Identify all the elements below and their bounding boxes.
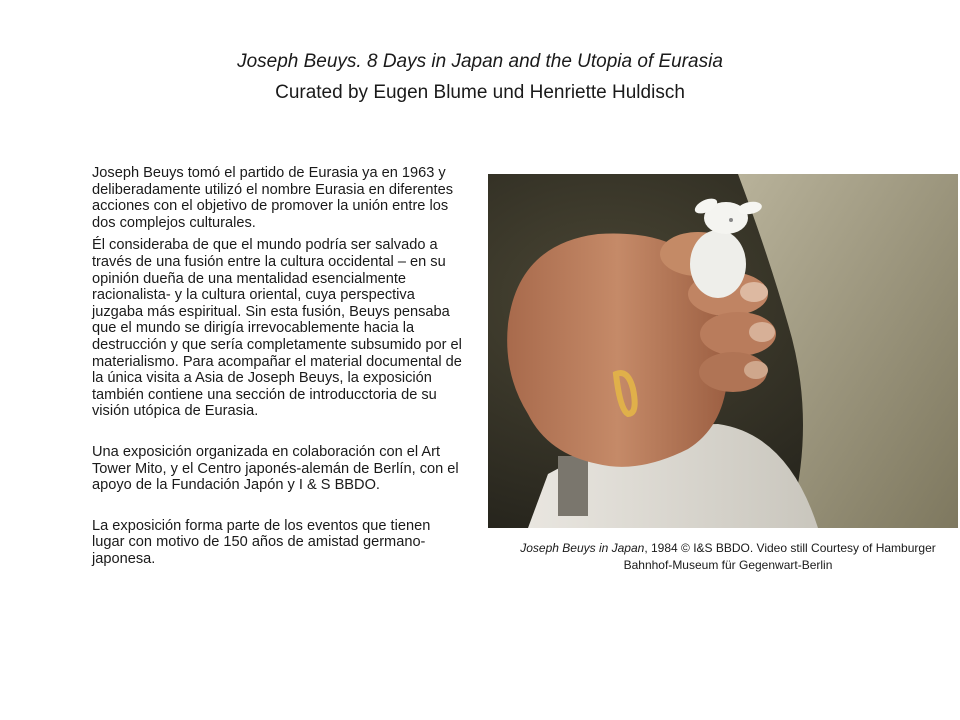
page-title: Joseph Beuys. 8 Days in Japan and the Utopia of Eurasia — [237, 51, 723, 72]
header — [0, 50, 960, 106]
caption-text: , 1984 © I&S BBDO. Video still Courtesy of Hamburger Bahnhof-Museum für Gegenwart-Berlin — [623, 541, 936, 572]
paragraph-2: Él consideraba de que el mundo podría ser salvado a través de una fusión entre la cultura occidental – en su opinión dueña de una mentalidad esencialmente racionalista- y la cultura oriental, cuya perspectiva juzgaba más espiritual. Sin esta fusión, Beuys pensaba que el mundo se dirigía irrevocablemente hacia la destrucción y que sería completamente subsumido por el materialismo. Para acompañar el material documental de la única visita a Asia de Joseph Beuys, la exposición también contiene una sección de introducctoria de su visión utópica de Eurasia. — [92, 237, 462, 420]
caption-italic: Joseph Beuys in Japan — [520, 541, 645, 555]
page-subtitle: Curated by Eugen Blume und Henriette Huldisch — [275, 82, 685, 103]
video-still-photo — [488, 174, 958, 528]
photo-caption — [498, 540, 958, 574]
paragraph-4: La exposición forma parte de los eventos que tienen lugar con motivo de 150 años de amistad germano-japonesa. — [92, 517, 431, 567]
paragraph-3: Una exposición organizada en colaboración con el Art Tower Mito, y el Centro japonés-alemán de Berlín, con el apoyo de la Fundación Japón y I & S BBDO. — [92, 443, 459, 494]
paragraph-1: Joseph Beuys tomó el partido de Eurasia ya en 1963 y deliberadamente utilizó el nombre Eurasia en diferentes acciones con el objetivo de promover la unión entre los dos complejos culturales. — [92, 165, 454, 231]
body-text — [92, 165, 464, 573]
